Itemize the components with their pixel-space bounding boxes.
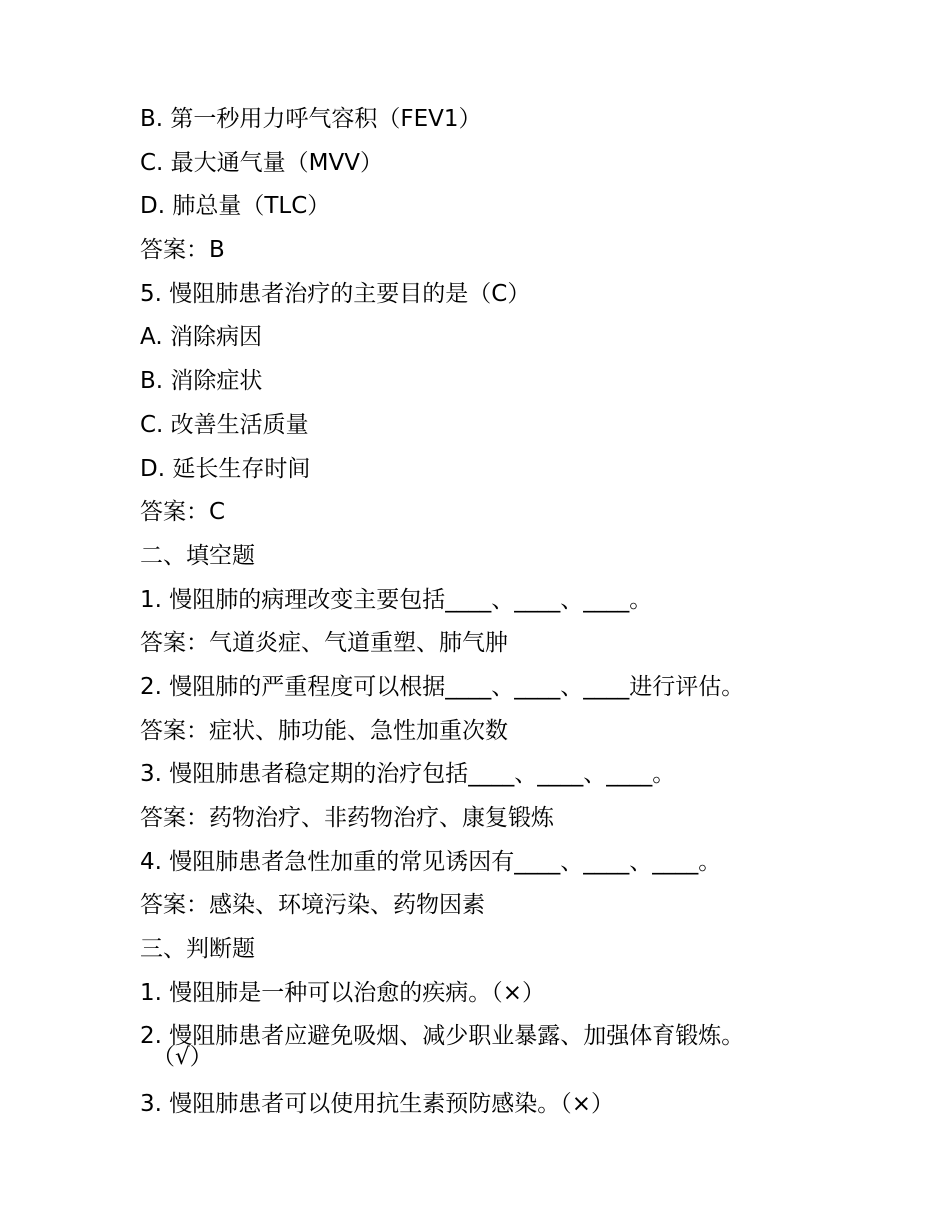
- judge-question-2: [140, 1015, 820, 1083]
- option-c-mvv: C. 最大通气量（MVV）: [140, 149, 383, 176]
- fill-answer-4: 答案：感染、环境污染、药物因素: [140, 892, 485, 919]
- fill-question-2: 2. 慢阻肺的严重程度可以根据____、____、____进行评估。: [140, 673, 745, 700]
- fill-question-1: 1. 慢阻肺的病理改变主要包括____、____、____。: [140, 586, 653, 613]
- fill-answer-1: 答案：气道炎症、气道重塑、肺气肿: [140, 630, 508, 657]
- judge-question-2-text: 2. 慢阻肺患者应避免吸烟、减少职业暴露、加强体育锻炼。: [140, 1023, 745, 1050]
- judge-question-2-mark: （√）: [152, 1044, 213, 1071]
- document-content: [140, 98, 820, 1127]
- fill-answer-2: 答案：症状、肺功能、急性加重次数: [140, 717, 508, 744]
- answer-q4: 答案：B: [140, 237, 225, 264]
- question-5-option-d: D. 延长生存时间: [140, 455, 311, 482]
- question-5: 5. 慢阻肺患者治疗的主要目的是（C）: [140, 280, 531, 307]
- question-5-option-a: A. 消除病因: [140, 324, 262, 351]
- option-b-fev1: B. 第一秒用力呼气容积（FEV1）: [140, 106, 482, 132]
- judge-question-3: 3. 慢阻肺患者可以使用抗生素预防感染。（×）: [140, 1091, 615, 1118]
- section-fill-in-heading: 二、填空题: [140, 542, 255, 569]
- section-true-false-heading: 三、判断题: [140, 936, 255, 963]
- question-5-option-b: B. 消除症状: [140, 368, 263, 395]
- option-d-tlc: D. 肺总量（TLC）: [140, 193, 331, 220]
- question-5-option-c: C. 改善生活质量: [140, 411, 309, 438]
- fill-question-3: 3. 慢阻肺患者稳定期的治疗包括____、____、____。: [140, 761, 676, 788]
- judge-question-1: 1. 慢阻肺是一种可以治愈的疾病。（×）: [140, 979, 546, 1006]
- fill-answer-3: 答案：药物治疗、非药物治疗、康复锻炼: [140, 805, 554, 831]
- answer-q5: 答案：C: [140, 499, 226, 526]
- fill-question-4: 4. 慢阻肺患者急性加重的常见诱因有____、____、____。: [140, 848, 722, 875]
